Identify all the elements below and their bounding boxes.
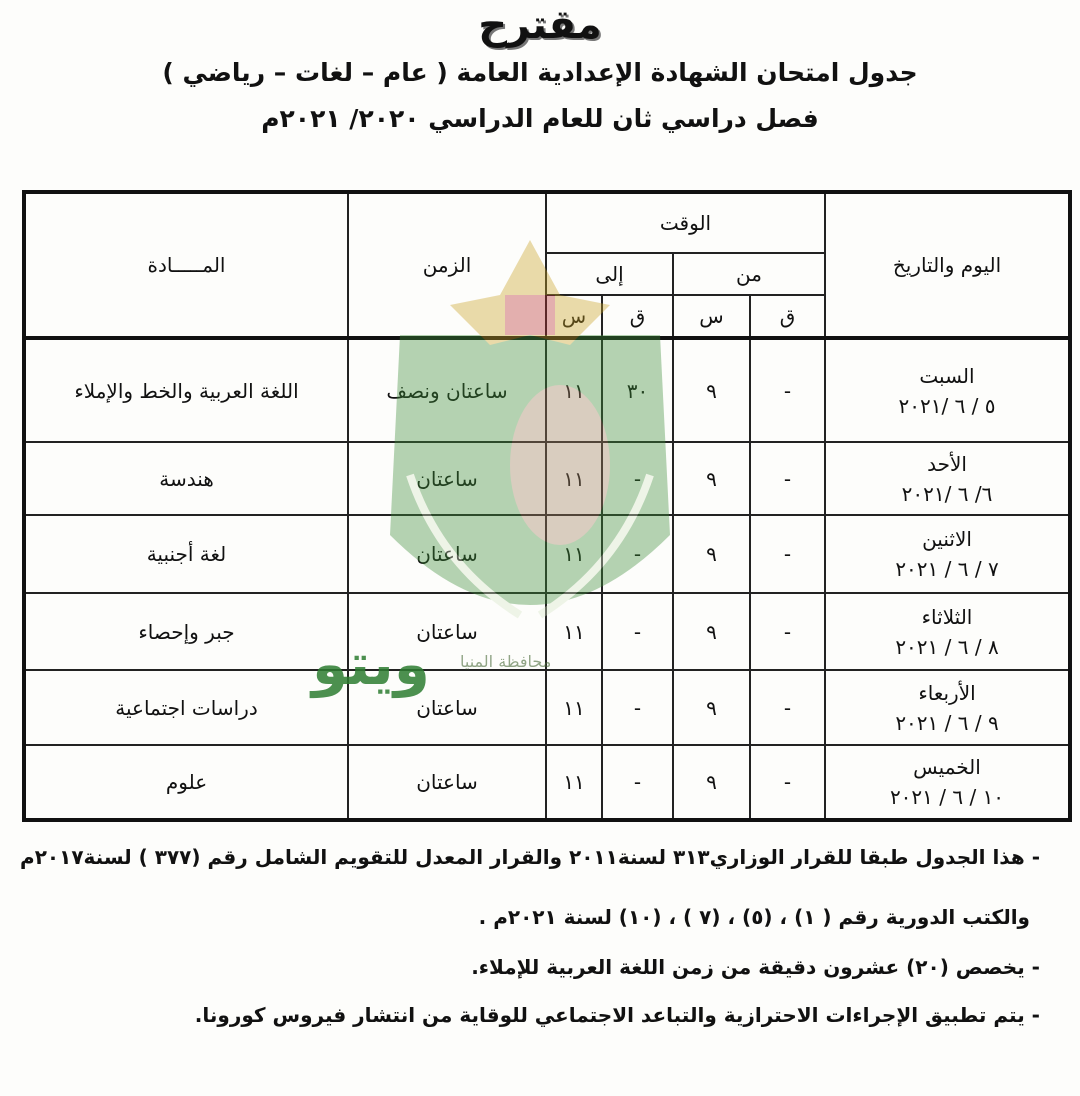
document-subtitle: فصل دراسي ثان للعام الدراسي ٢٠٢٠/ ٢٠٢١م [261,104,819,133]
duration-cell: ساعتان ونصف [348,338,546,442]
from-minute-cell: - [750,442,825,515]
from-hour-cell: ٩ [673,442,750,515]
exam-date: ٨ / ٦ / ٢٠٢١ [895,634,999,659]
from-hour-cell: ٩ [673,670,750,745]
to-minute-cell: - [602,442,673,515]
header-to-minute: ق [602,295,673,338]
header-from: من [673,253,825,295]
day-date-cell [825,670,1070,745]
table-row [24,745,1070,820]
day-name: الخميس [913,755,981,779]
to-hour-cell: ١١ [546,670,602,745]
document-label: مقترح [478,2,602,48]
duration-cell: ساعتان [348,442,546,515]
note-3: - يتم تطبيق الإجراءات الاحترازية والتباعد الاجتماعي للوقاية من انتشار فيروس كورونا. [194,1003,1040,1027]
exam-date: ٧ / ٦ / ٢٠٢١ [895,557,999,581]
exam-date: ١٠ / ٦ / ٢٠٢١ [889,785,1005,809]
day-date-cell [825,745,1070,820]
governorate-watermark: محافظة المنيا [460,652,552,671]
day-name: الأحد [927,451,967,476]
to-hour-cell: ١١ [546,515,602,593]
day-date-cell [825,338,1070,442]
day-name: الثلاثاء [921,604,973,629]
from-minute-cell: - [750,593,825,670]
to-minute-cell: - [602,745,673,820]
subject-cell: هندسة [24,442,348,515]
header-to-hour: س [546,295,602,338]
to-minute-cell: - [602,593,673,670]
table-row [24,442,1070,515]
from-hour-cell: ٩ [673,593,750,670]
header-duration: الزمن [348,192,546,338]
duration-cell: ساعتان [348,593,546,670]
header-day-date: اليوم والتاريخ [825,192,1070,338]
day-name: الاثنين [922,527,972,551]
duration-cell: ساعتان [348,670,546,745]
exam-date: ٩ / ٦ / ٢٠٢١ [895,710,999,735]
subject-cell: جبر وإحصاء [24,593,348,670]
subject-cell: دراسات اجتماعية [24,670,348,745]
header-from-hour: س [673,295,750,338]
note-2: - يخصص (٢٠) عشرون دقيقة من زمن اللغة العربية للإملاء. [471,955,1040,979]
day-date-cell [825,515,1070,593]
to-hour-cell: ١١ [546,338,602,442]
to-minute-cell: - [602,670,673,745]
document-title: جدول امتحان الشهادة الإعدادية العامة ( عام – لغات – رياضي ) [162,58,918,87]
to-hour-cell: ١١ [546,442,602,515]
from-hour-cell: ٩ [673,515,750,593]
header-subject: المـــــادة [24,192,348,338]
exam-schedule-table [22,190,1072,822]
table-row [24,670,1070,745]
from-minute-cell: - [750,338,825,442]
to-minute-cell: ٣٠ [602,338,673,442]
from-minute-cell: - [750,515,825,593]
day-date-cell [825,442,1070,515]
duration-cell: ساعتان [348,745,546,820]
day-name: السبت [919,363,975,388]
from-minute-cell: - [750,745,825,820]
to-hour-cell: ١١ [546,593,602,670]
exam-date: ٦/ ٦ /٢٠٢١ [901,481,993,506]
day-date-cell [825,593,1070,670]
note-1: - هذا الجدول طبقا للقرار الوزاري٣١٣ لسنة٢٠١١ والقرار المعدل للتقويم الشامل رقم (٣٧٧ ) لسنة٢٠١٧م [20,845,1040,869]
header-to: إلى [546,253,673,295]
header-from-minute: ق [750,295,825,338]
from-hour-cell: ٩ [673,745,750,820]
from-minute-cell: - [750,670,825,745]
brand-watermark: ويتو [312,630,430,698]
subject-cell: اللغة العربية والخط والإملاء [24,338,348,442]
to-minute-cell: - [602,515,673,593]
to-hour-cell: ١١ [546,745,602,820]
subject-cell: علوم [24,745,348,820]
from-hour-cell: ٩ [673,338,750,442]
header-time: الوقت [546,192,825,253]
exam-date: ٥ / ٦ /٢٠٢١ [898,393,996,418]
duration-cell: ساعتان [348,515,546,593]
table-row [24,515,1070,593]
day-name: الأربعاء [918,680,976,705]
table-row [24,338,1070,442]
note-1-cont: والكتب الدورية رقم ( ١) ، (٥) ، (٧ ) ، (١٠) لسنة ٢٠٢١م . [478,905,1030,929]
subject-cell: لغة أجنبية [24,515,348,593]
